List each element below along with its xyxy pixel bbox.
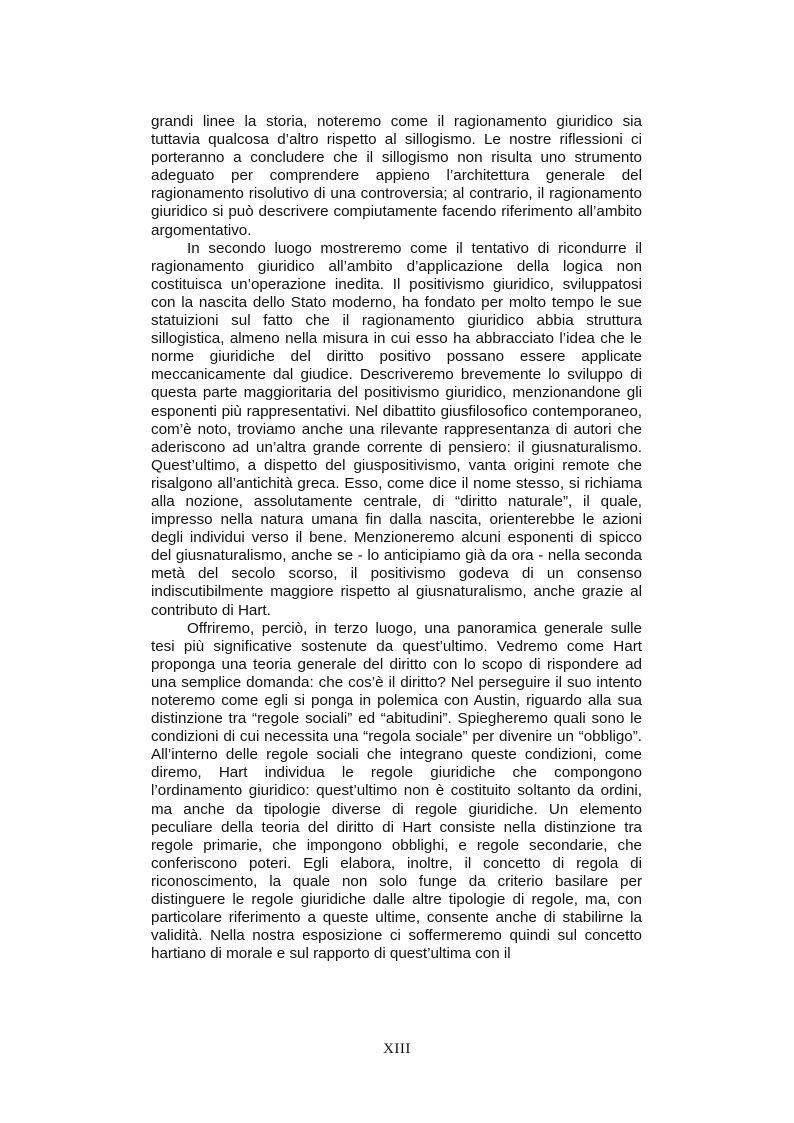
paragraph-second-point: In secondo luogo mostreremo come il tentativo di ricondurre il ragionamento giuridico all’ambito d’applicazione della logica non costituisca un’operazione inedita. Il positivismo giuridico, sviluppatosi con la nascita dello Stato moderno, ha fondato per molto tempo le sue statuizioni sul fatto che il ragionamento giuridico abbia struttura sillogistica, almeno nella misura in cui esso ha abbracciato l’idea che le norme giuridiche del diritto positivo possano essere applicate meccanicamente dal giudice. Descriveremo brevemente lo sviluppo di questa parte maggioritaria del positivismo giuridico, menzionandone gli esponenti più rappresentativi. Nel dibattito giusfilosofico contemporaneo, com’è noto, troviamo anche una rilevante rappresentanza di autori che aderiscono ad un’altra grande corrente di pensiero: il giusnaturalismo. Quest’ultimo, a dispetto del giuspositivismo, vanta origini remote che risalgono all’antichità greca. Esso, come dice il nome stesso, si richiama alla nozione, assolutamente centrale, di “diritto naturale”, il quale, impresso nella natura umana fin dalla nascita, orienterebbe le azioni degli individui verso il bene. Menzioneremo alcuni esponenti di spicco del giusnaturalismo, anche se - lo anticipiamo già da ora - nella seconda metà del secolo scorso, il positivismo godeva di un consenso indiscutibilmente maggiore rispetto al giusnaturalismo, anche grazie al contributo di Hart.	[151, 239, 642, 619]
page-number: XIII	[383, 1041, 411, 1057]
body-text	[151, 113, 642, 963]
paragraph-third-point: Offriremo, perciò, in terzo luogo, una panoramica generale sulle tesi più significative sostenute da quest’ultimo. Vedremo come Hart proponga una teoria generale del diritto con lo scopo di rispondere ad una semplice domanda: che cos’è il diritto? Nel perseguire il suo intento noteremo come egli si ponga in polemica con Austin, riguardo alla sua distinzione tra “regole sociali” ed “abitudini”. Spiegheremo quali sono le condizioni di cui necessita una “regola sociale” per divenire un “obbligo”. All’interno delle regole sociali che integrano queste condizioni, come diremo, Hart individua le regole giuridiche che compongono l’ordinamento giuridico: quest’ultimo non è costituito soltanto da ordini, ma anche da tipologie diverse di regole giuridiche. Un elemento peculiare della teoria del diritto di Hart consiste nella distinzione tra regole primarie, che impongono obblighi, e regole secondarie, che conferiscono poteri. Egli elabora, inoltre, il concetto di regola di riconoscimento, la quale non solo funge da criterio basilare per distinguere le regole giuridiche dalle altre tipologie di regole, ma, con particolare riferimento a queste ultime, consente anche di stabilirne la validità. Nella nostra esposizione ci soffermeremo quindi sul concetto hartiano di morale e sul rapporto di quest’ultima con il	[151, 619, 642, 963]
paragraph-continuation: grandi linee la storia, noteremo come il ragionamento giuridico sia tuttavia qualcosa d’altro rispetto al sillogismo. Le nostre riflessioni ci porteranno a concludere che il sillogismo non risulta uno strumento adeguato per comprendere appieno l’architettura generale del ragionamento risolutivo di una controversia; al contrario, il ragionamento giuridico si può descrivere compiutamente facendo riferimento all’ambito argomentativo.	[151, 113, 642, 239]
